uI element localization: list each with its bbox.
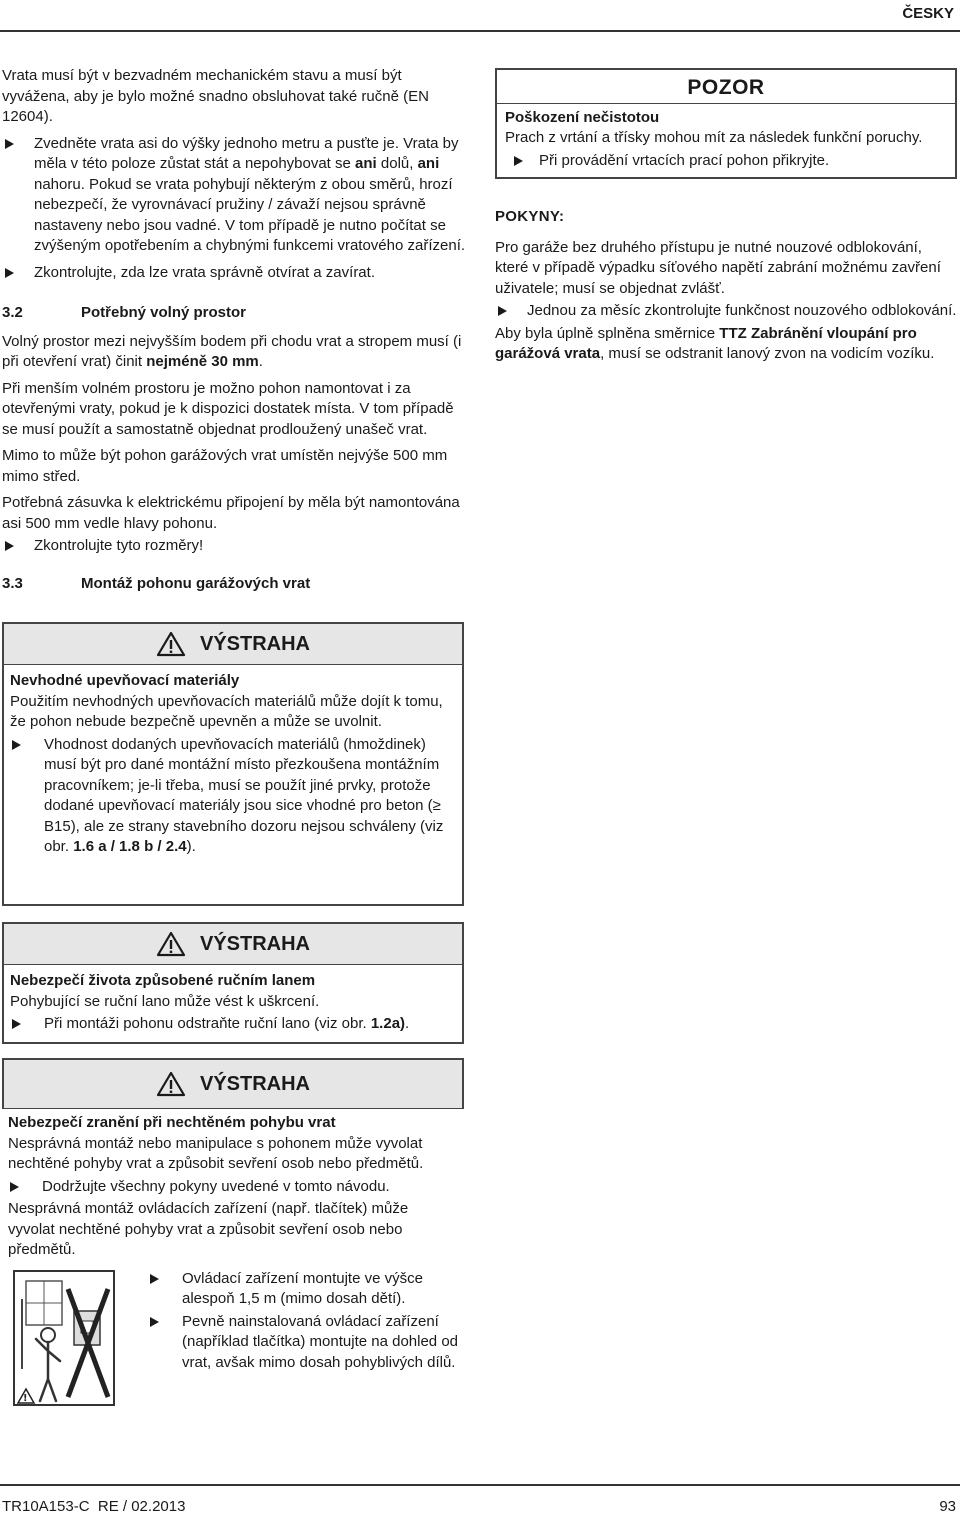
- caution-text: Prach z vrtání a třísky mohou mít za následek funkční poruchy.: [505, 129, 923, 146]
- section-heading-3-2: 3.2 Potřebný volný prostor: [2, 304, 247, 321]
- warning-header: [4, 624, 462, 665]
- intro-paragraph: Vrata musí být v bezvadném mechanickém stavu a musí být vyvážena, aby je bylo možné snadno obsluhovat také ručně (EN 12604).: [2, 67, 429, 125]
- footer-divider: [0, 1484, 960, 1486]
- svg-text:!: !: [23, 1392, 28, 1404]
- header-divider: [0, 30, 960, 32]
- warning-text: Nesprávná montáž nebo manipulace s pohonem může vyvolat nechtěné pohyby vrat a způsobit sevření osob nebo předmětů.: [8, 1134, 424, 1172]
- body-paragraph: Potřebná zásuvka k elektrickému připojení by měla být namontována asi 500 mm vedle hlavy pohonu.: [2, 494, 460, 532]
- warning-text: Použitím nevhodných upevňovacích materiálů může dojít k tomu, že pohon nebude bezpečně upevněn a může se uvolnit.: [10, 692, 443, 730]
- bullet-arrow-icon: [150, 1274, 159, 1284]
- right-column: [495, 68, 957, 371]
- bullet-arrow-icon: [514, 156, 523, 166]
- bullet-arrow-icon: [150, 1317, 159, 1327]
- instruction-step: Pevně nainstalovaná ovládací zařízení (například tlačítka) montujte na dohled od vrat, avšak mimo dosah pohyblivých dílů.: [148, 1312, 460, 1374]
- instruction-step: Při provádění vrtacích prací pohon přikryjte.: [505, 151, 947, 172]
- bullet-arrow-icon: [5, 139, 14, 149]
- warning-title: VÝSTRAHA: [199, 1072, 310, 1095]
- bullet-arrow-icon: [5, 541, 14, 551]
- warning-subtitle: Nevhodné upevňovací materiály: [10, 672, 240, 689]
- operating-device-steps: [148, 1269, 460, 1376]
- warning-box-fastening: [2, 622, 464, 906]
- bullet-arrow-icon: [5, 268, 14, 278]
- page-number: 93: [939, 1498, 956, 1515]
- instruction-step: Zvedněte vrata asi do výšky jednoho metru a pusťte je. Vrata by měla v této poloze zůstat stát a nepohybovat se ani dolů, ani nahoru. Pokud se vrata pohybují některým z obou směrů, hrozí nebezpečí, že vyrovnávací pružiny / závaží nejsou správně nastaveny nebo jsou vadné. V tom případě je nutno počítat se zvýšeným opotřebením a chybnými funkcemi vratového zařízení.: [2, 134, 472, 257]
- warning-title: VÝSTRAHA: [199, 932, 310, 955]
- warning-box-unintended-movement: [2, 1058, 956, 1423]
- warning-text: Nesprávná montáž ovládacích zařízení (např. tlačítek) může vyvolat nechtěné pohyby vrat a způsobit sevření osob nebo předmětů.: [8, 1200, 409, 1258]
- warning-frame: [2, 1058, 464, 1109]
- child-at-door-pictogram: [12, 1269, 122, 1409]
- document-code: TR10A153-C RE / 02.2013: [2, 1498, 186, 1515]
- language-label: ČESKY: [902, 5, 954, 22]
- illustration-row: [8, 1263, 950, 1423]
- warning-triangle-icon: [156, 931, 186, 957]
- notes-paragraph: Aby byla úplně splněna směrnice TTZ Zabránění vloupání pro garážová vrata, musí se odstranit lanový zvon na vodicím vozíku.: [495, 324, 935, 362]
- instruction-step: Vhodnost dodaných upevňovacích materiálů (hmoždinek) musí být pro dané montážní místo přezkoušena montážním pracovníkem; je-li třeba, musí se použít jiné prvky, protože dodané upevňovací materiály jsou sice vhodné pro beton (≥ B15), ale ze strany stavebního dozoru nejsou schváleny (viz obr. 1.6 a / 1.8 b / 2.4).: [10, 735, 456, 858]
- body-paragraph: Mimo to může být pohon garážových vrat umístěn nejvýše 500 mm mimo střed.: [2, 447, 448, 485]
- bullet-arrow-icon: [498, 306, 507, 316]
- caution-subtitle: Poškození nečistotou: [505, 108, 660, 126]
- instruction-step: Při montáži pohonu odstraňte ruční lano (viz obr. 1.2a).: [10, 1014, 456, 1035]
- instruction-step: Zkontrolujte tyto rozměry!: [2, 536, 472, 557]
- left-column: [2, 66, 472, 602]
- warning-triangle-icon: [156, 1071, 186, 1097]
- caution-box: [495, 68, 957, 179]
- warning-title: VÝSTRAHA: [199, 632, 310, 655]
- warning-text: Pohybující se ruční lano může vést k uškrcení.: [10, 992, 320, 1010]
- instruction-step: Zkontrolujte, zda lze vrata správně otvírat a zavírat.: [2, 263, 472, 284]
- clearance-paragraph: Volný prostor mezi nejvyšším bodem při chodu vrat a stropem musí (i při otevření vrat) činit nejméně 30 mm.: [2, 332, 462, 370]
- warning-subtitle: Nebezpečí života způsobené ručním lanem: [10, 972, 316, 989]
- bullet-arrow-icon: [12, 1019, 21, 1029]
- section-heading-3-3: 3.3 Montáž pohonu garážových vrat: [2, 574, 311, 592]
- bullet-arrow-icon: [10, 1182, 19, 1192]
- body-paragraph: Při menším volném prostoru je možno pohon namontovat i za otevřenými vraty, pokud je k dispozici dostatek místa. V tom případě se musí použít a samostatně objednat prodloužený unašeč vrat.: [2, 379, 454, 438]
- warning-header: [4, 1060, 462, 1109]
- instruction-step: Dodržujte všechny pokyny uvedené v tomto návodu.: [8, 1177, 462, 1198]
- warning-triangle-icon: [156, 631, 186, 657]
- instruction-step: Ovládací zařízení montujte ve výšce alespoň 1,5 m (mimo dosah dětí).: [148, 1269, 460, 1310]
- warning-box-hand-cord: [2, 922, 464, 1044]
- caution-title: POZOR: [497, 70, 955, 104]
- bullet-arrow-icon: [12, 740, 21, 750]
- notes-heading: POKYNY:: [495, 208, 565, 225]
- instruction-step: Jednou za měsíc zkontrolujte funkčnost nouzového odblokování.: [495, 301, 957, 322]
- notes-paragraph: Pro garáže bez druhého přístupu je nutné nouzové odblokování, které v případě výpadku síťového napětí zabrání možnému zavření uživatele; musí se objednat zvlášť.: [495, 238, 941, 297]
- warning-header: [4, 924, 462, 965]
- warning-subtitle: Nebezpečí zranění při nechtěném pohybu vrat: [8, 1114, 336, 1131]
